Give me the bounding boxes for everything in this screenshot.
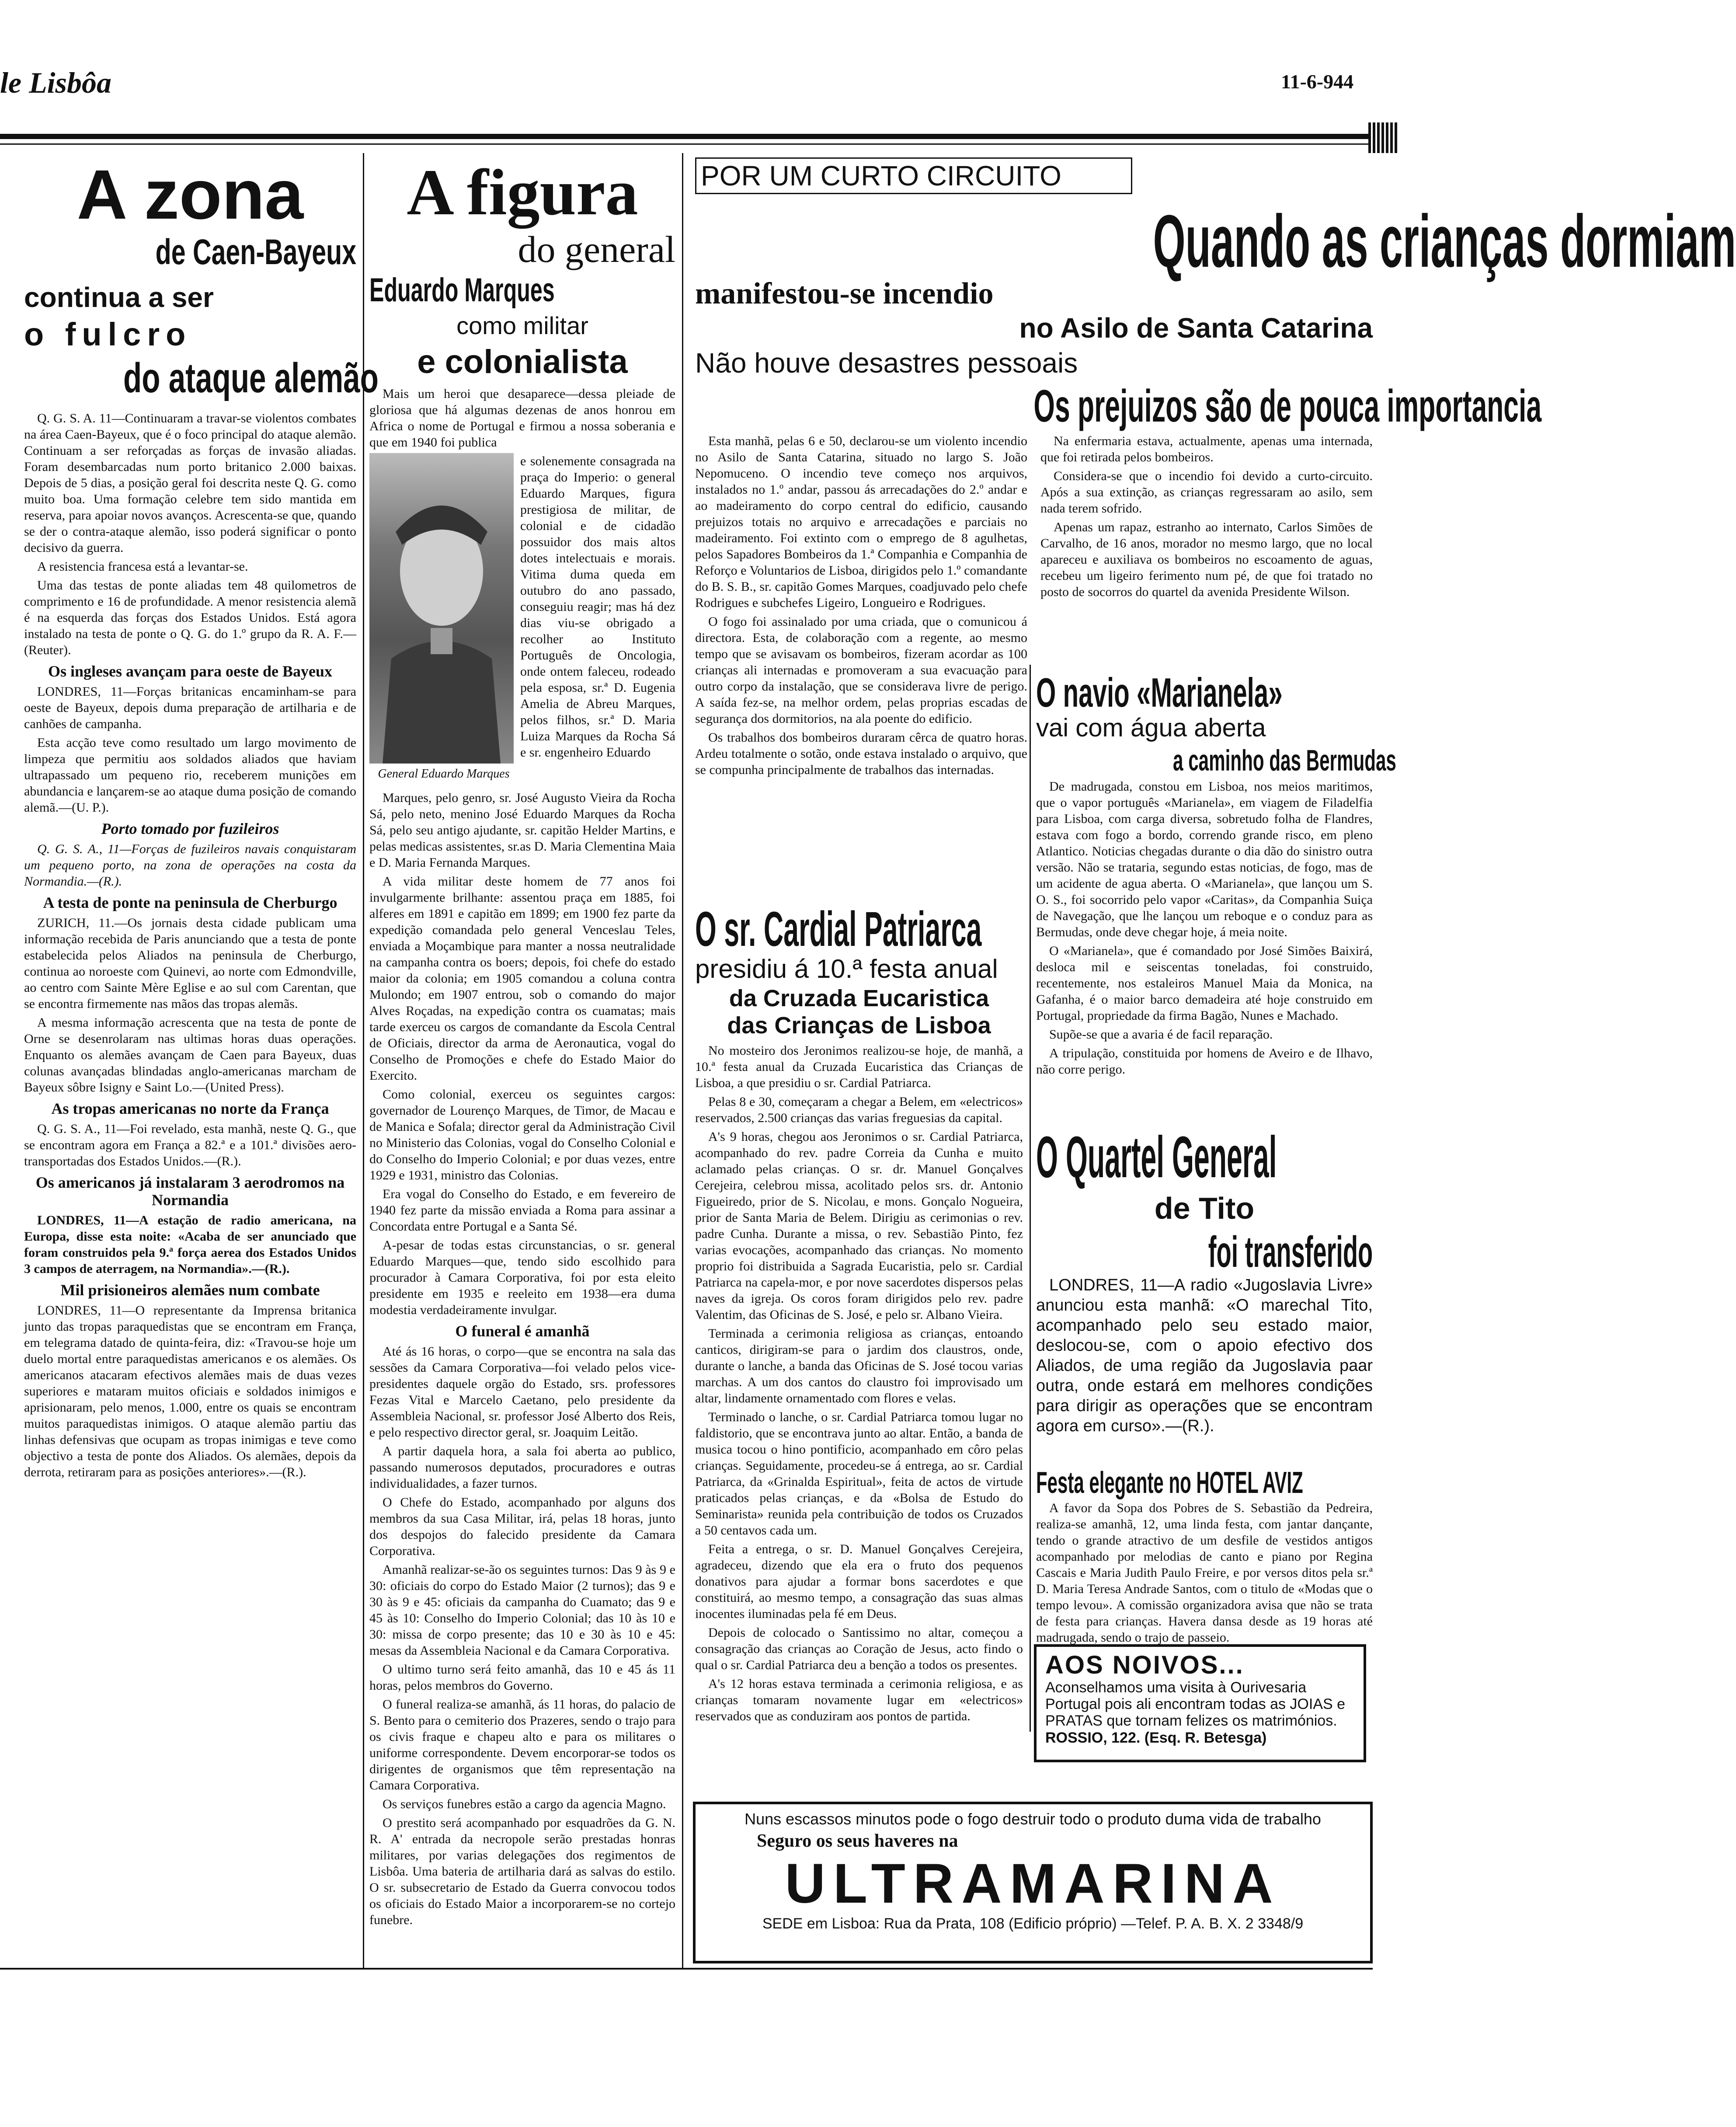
paragraph: LONDRES, 11—A radio «Jugoslavia Livre» anunciou esta manhã: «O marechal Tito, acompanhado pelo seu estado maior, deslocou-se, com o apoio efectivo dos Aliados, de uma região da Jugoslavia paar outra, onde estará em melhores condições para dirigir as operações que se encontram agora em curso».—(R.).: [1036, 1276, 1373, 1435]
ad-ultramarina-line1: Nuns escassos minutos pode o fogo destruir todo o produto duma vida de trabalho: [744, 1810, 1321, 1828]
paragraph: Q. G. S. A., 11—Forças de fuzileiros navais conquistaram um pequeno porto, na zona de operações na costa da Normandia.—(R.).: [24, 842, 356, 889]
portrait-block: [369, 453, 675, 790]
subhead: Porto tomado por fuzileiros: [101, 820, 279, 837]
headline-quartel: O Quartel General: [1036, 1125, 1277, 1190]
paragraph: Marques, pelo genro, sr. José Augusto Vieira da Rocha Sá, pelo neto, menino José Eduardo Marques da Rocha Sá, pelo seu antigo ajudante, sr. capitão Helder Martins, e pelas medicas assistentes, sr.as D. Maria Clementina Maia e D. Maria Fernanda Marques.: [369, 791, 675, 870]
headline-ataque: do ataque alemão: [123, 355, 379, 401]
col2-article: [369, 157, 675, 1931]
headline-continua: continua a ser: [24, 282, 214, 313]
headline-desastres: Não houve desastres pessoais: [695, 347, 1078, 379]
paragraph: O «Marianela», que é comandado por José Simões Baixirá, desloca mil e seiscentas toneladas, foi construido, recentemente, nos estaleiros Manuel Maia da Monica, na Gafanha, é o maior barco demadeira até hoje construido em Portugal, propriedade da firma Bagão, Nunes e Machado.: [1036, 944, 1373, 1023]
paragraph: Como colonial, exerceu os seguintes cargos: governador de Lourenço Marques, de Timor, de Macau e de Manica e Sofala; director geral da Administração Civil no Ministerio das Colonias, vogal do Conselho Colonial e do Conselho do Imperio Colonial; e por duas vezes, entre 1929 e 1931, ministro das Colonias.: [369, 1087, 675, 1182]
column-rule-2: [682, 153, 683, 1968]
masthead-rule-thin: [0, 143, 1368, 145]
cardial-body: [695, 1043, 1023, 1724]
ad-noivos-address: ROSSIO, 122. (Esq. R. Betesga): [1045, 1729, 1267, 1746]
festa-article: [1036, 1465, 1373, 1648]
paragraph: ZURICH, 11.—Os jornais desta cidade publicam uma informação recebida de Paris anunciando que a testa de ponte estabelecida pelos Aliados na peninsula de Cherburgo, continua ao noroeste com Quinevi, ao norte com Edmondville, ao centro com Sainte Mère Eglise e ao sul com Carentan, que se encontra firmemente nas mãos das tropas alemãs.: [24, 916, 356, 1011]
headline-agua-aberta: vai com água aberta: [1036, 714, 1266, 742]
tito-body: [1036, 1275, 1373, 1436]
col2-body: [369, 790, 675, 1928]
paragraph: Os trabalhos dos bombeiros duraram cêrca de quatro horas. Ardeu totalmente o sotão, onde estava instalado o arquivo, que se compunha principalmente de trabalhos das internadas.: [695, 730, 1027, 777]
paragraph: O ultimo turno será feito amanhã, das 10 e 45 ás 11 horas, pelos membros do Governo.: [369, 1662, 675, 1693]
headline-colonialista: e colonialista: [417, 343, 628, 380]
paragraph: Terminada a cerimonia religiosa as crianças, entoando canticos, dirigiram-se para o jardim dos claustros, onde, durante o lanche, a banda das Oficinas de S. José tocou varias marchas. A um dos cantos do claustro foi improvisado um altar, lindamente ornamentado com flores e velas.: [695, 1326, 1023, 1405]
bottom-rule: [0, 1968, 1373, 1970]
paragraph: Q. G. S. A. 11—Continuaram a travar-se violentos combates na área Caen-Bayeux, que é o foco principal do ataque alemão. Continuam a ser reforçadas as forças de invasão aliadas. Foram desembarcadas num porto britanico 2.000 baixas. Depois de 5 dias, a posição geral foi descrita neste Q. G. como muito boa. Uma formação celebre tem sido mantida em reserva, para apoiar novos avanços. Acrescenta-se que, quando se der o contra-ataque alemão, isso poderá significar o ponto decisivo da guerra.: [24, 411, 356, 555]
kicker: POR UM CURTO CIRCUITO: [695, 157, 1132, 194]
headline-a-figura: A figura: [407, 156, 638, 229]
portrait-caption: General Eduardo Marques: [378, 767, 510, 781]
portrait-photo: [369, 453, 514, 764]
paragraph: Apenas um rapaz, estranho ao internato, Carlos Simões de Carvalho, de 16 anos, morador no mesmo largo, que no local apareceu e auxiliava os bombeiros no escoamento de aguas, recebeu um ligeiro ferimento num pé, de que foi tratado no posto de socorros do quartel da avenida Presidente Wilson.: [1040, 520, 1373, 599]
paragraph: Supõe-se que a avaria é de facil reparação.: [1049, 1027, 1273, 1042]
festa-body: [1036, 1500, 1373, 1646]
headline-transferido: foi transferido: [1208, 1227, 1373, 1276]
ad-noivos: [1034, 1644, 1366, 1762]
headline-prejuizos: Os prejuizos são de pouca importancia: [1033, 381, 1542, 432]
paragraph: LONDRES, 11—O representante da Imprensa britanica junto das tropas paraquedistas que se encontram em França, em telegrama datado de quinta-feira, diz: «Travou-se hoje um duelo mortal entre paraquedistas americanos e os alemães. Os americanos atacaram efectivos alemães mais de duas vezes superiores e mataram muitos oficiais e soldados inimigos e aprisionaram, pelo menos, 1.000, entre os quais se encontram muitos paraquedistas inimigos. O ataque alemão partiu das linhas defensivas que ocupam as tropas inimigas e teve como objectivo a testa de ponte dos Aliados. Os alemães, depois da derrota, retiraram para as posições anteriores».—(R.).: [24, 1303, 356, 1479]
paragraph: A resistencia francesa está a levantar-se.: [37, 559, 248, 574]
paragraph: Até ás 16 horas, o corpo—que se encontra na sala das sessões da Camara Corporativa—foi velado pelos vice-presidentes daquele orgão do Estado, srs. professores Fezas Vital e Marcelo Caetano, pelo presidente da Assembleia Nacional, sr. professor José Alberto dos Reis, e pelo respectivo director geral, sr. Joaquim Leitão.: [369, 1344, 675, 1440]
subhead: A testa de ponte na peninsula de Cherburgo: [43, 894, 337, 911]
headline-eduardo-marques: Eduardo Marques: [369, 272, 555, 309]
paragraph: Terminado o lanche, o sr. Cardial Patriarca tomou lugar no faldistorio, que se encontrava junto ao altar. Então, a banda de musica tocou o hino pontificio, acompanhado em côro pelas crianças. Seguidamente, procedeu-se á entrega, ao sr. Cardial Patriarca, da «Grinalda Espiritual», feita de actos de virtude praticados pelas crianças, e da «Bolsa de Estudo do Seminarista» reunida pela contribuição de todos os Cruzados a 50 centavos cada um.: [695, 1410, 1023, 1538]
subhead: O funeral é amanhã: [455, 1322, 590, 1340]
navio-body: [1036, 778, 1373, 1077]
fire-body-left: [695, 433, 1027, 781]
paragraph: Esta acção teve como resultado um largo movimento de limpeza que permitiu aos soldados aliados que haviam ultrapassado um pequeno rio, receberem munições em abundancia e lançarem-se ao ataque duma posição de comando alemã.—(U. P.).: [24, 736, 356, 815]
headline-festa: Festa elegante no HOTEL AVIZ: [1036, 1465, 1303, 1499]
col2-intro: [369, 386, 675, 450]
paragraph: A's 9 horas, chegou aos Jeronimos o sr. Cardial Patriarca, acompanhado do rev. padre Correia da Cunha e muito aclamado pelas crianças. O sr. dr. Manuel Gonçalves Cerejeira, celebrou missa, acolitado pelos srs. dr. Antonio Figueiredo, prior de S. Nicolau, e mons. Gonçalo Nogueira, prior de Santa Maria de Belem. Dirigiu as cerimonias o rev. padre Cunha. Durante a missa, o rev. Sebastião Pinto, fez varias evocações, acompanhado das crianças. No momento proprio foi distribuida a Sagrada Eucaristia, pelo sr. Cardial Patriarca na capela-mor, e por nove sacerdotes dispersos pelas naves da igreja. Os coros foram dirigidos pelo rev. padre Valentim, das Oficinas de S. José, e pelo sr. Albano Vieira.: [695, 1130, 1023, 1322]
headline-de-tito: de Tito: [1154, 1191, 1255, 1225]
paragraph: A favor da Sopa dos Pobres de S. Sebastião da Pedreira, realiza-se amanhã, 12, uma linda festa, com jantar dançante, tendo o grande atractivo de um desfile de vestidos antigos acompanhado por melodias de canto e piano por Regina Cascais e Maria Judith Paulo Freire, e por versos ditos pela sr.ª D. Maria Teresa Andrade Santos, com o titulo de «Modas que o tempo levou». A comissão organizadora avisa que não se trata de festa para crianças. Havera dansa desde as 19 horas até madrugada, sendo o trajo de passeio.: [1036, 1501, 1373, 1645]
paragraph: O fogo foi assinalado por uma criada, que o comunicou á directora. Esta, de colaboração com a regente, ao mesmo tempo que se avisavam os bombeiros, fizeram acordar as 100 crianças ali internadas e promoveram a sua evacuação para outro corpo da instalação, que se considerava livre de perigo. A saída fez-se, na melhor ordem, pelas proprias escadas de segurança dos dormitorios, na ala poente do edificio.: [695, 614, 1027, 726]
paragraph: A partir daquela hora, a sala foi aberta ao publico, passando numerosos deputados, procuradores e outras individualidades, a fazer turnos.: [369, 1444, 675, 1491]
paragraph: LONDRES, 11—A estação de radio americana, na Europa, disse esta noite: «Acaba de ser anunciado que foram construidos pela 9.ª força aerea dos Estados Unidos 3 campos de aterragem, na Normandia».—(R.).: [24, 1213, 356, 1276]
ad-ultramarina-address: SEDE em Lisboa: Rua da Prata, 108 (Edificio próprio) —Telef. P. A. B. X. 2 3348/9: [762, 1915, 1304, 1932]
navio-article: [1036, 669, 1396, 1080]
fire-body-right: [1040, 433, 1373, 603]
subhead: Os ingleses avançam para oeste de Bayeux: [48, 663, 332, 680]
paragraph: Feita a entrega, o sr. D. Manuel Gonçalves Cerejeira, agradeceu, dizendo que ela era o fruto dos pequenos donativos para ajudar a formar bons sacerdotes e que constituirá, ao mesmo tempo, a consagração das suas almas inocentes iluminadas pela fé em Deus.: [695, 1542, 1023, 1621]
ad-noivos-text: Aconselhamos uma visita à Ourivesaria Portugal pois ali encontram todas as JOIAS e PRATAS que tornam felizes os matrimónios.: [1045, 1679, 1346, 1729]
paragraph: De madrugada, constou em Lisboa, nos meios maritimos, que o vapor português «Marianela», em viagem de Filadelfia para Lisboa, com carga diversa, sobretudo folha de Flandres, estava com fogo a bordo, correndo grande risco, em pleno Atlantico. Noticias chegadas durante o dia dão do sinistro outra versão. Não se trataria, segundo estas noticias, de fogo, mas de um acidente de agua aberta. O «Marianela», que lançou um S. O. S., foi socorrido pelo vapor «Caritas», da Companhia Suiça de Navegação, que lhe lançou um reboque e o conduz para as Bermudas, onde deve chegar hoje, á meia noite.: [1036, 779, 1373, 939]
headline-incendio: manifestou-se incendio: [695, 277, 994, 310]
paragraph: LONDRES, 11—Forças britanicas encaminham-se para oeste de Bayeux, depois duma preparação de artilharia e de canhões de campanha.: [24, 684, 356, 731]
paragraph: Esta manhã, pelas 6 e 50, declarou-se um violento incendio no Asilo de Santa Catarina, situado no largo S. João Nepomuceno. O incendio teve começo nos arquivos, instalados no 1.º andar, passou ás arrecadações do 2.º andar e ao madeiramento do corpo central do edificio, causando prejuizos totais no arquivo e arrecadações e parciais no madeiramento. Foi extinto com o emprego de 8 agulhetas, pelos Sapadores Bombeiros da 1.ª Companhia e Companhia de Reforço e Voluntarios de Lisboa, dirigidos pelo 1.º comandante do B. S. B., sr. capitão Gomes Marques, coadjuvado pelo chefe Rodrigues e subchefes Ligeiro, Longueiro e Rodrigues.: [695, 434, 1027, 610]
column-rule-1: [363, 153, 364, 1968]
paragraph: Q. G. S. A., 11—Foi revelado, esta manhã, neste Q. G., que se encontram agora em França a 82.ª e a 101.ª divisões aero-transportadas dos Estados Unidos.—(R.).: [24, 1122, 356, 1168]
paragraph: Considera-se que o incendio foi devido a curto-circuito. Após a sua extinção, as crianças regressaram ao asilo, sem nada terem sofrido.: [1040, 469, 1373, 516]
headline-fulcro: o fulcro: [24, 316, 192, 352]
subhead: Os americanos já instalaram 3 aerodromos na Normandia: [35, 1174, 345, 1209]
paragraph: Uma das testas de ponte aliadas tem 48 quilometros de comprimento e 16 de profundidade. A menor resistencia alemã é na esquerda das forças dos Estados Unidos. Está agora instalado na testa de ponte o Q. G. do 1.º grupo da R. A. F.—(Reuter).: [24, 578, 356, 657]
paragraph: A's 12 horas estava terminada a cerimonia religiosa, e as crianças tomaram novamente lugar em «electricos» reservados que as conduziram aos pontos de partida.: [695, 1677, 1023, 1723]
ad-ultramarina: [693, 1802, 1373, 1963]
paragraph: Mais um heroi que desaparece—dessa pleiade de gloriosa que há algumas dezenas de anos honrou em Africa o nome de Portugal e firmou a nossa soberania e que em 1940 foi publica: [369, 387, 675, 450]
headline-bermudas: a caminho das Bermudas: [1173, 744, 1396, 777]
headline-cruzada: da Cruzada Eucaristica: [729, 985, 989, 1011]
paragraph: A mesma informação acrescenta que na testa de ponte de Orne se desenrolaram nas ultimas horas duas operações. Enquanto os alemães avançam de Caen para Bayeux, duas colunas avançadas blindadas anglo-americanas marcham de Bayeux sôbre Isigny e Saint Lo.—(United Press).: [24, 1015, 356, 1095]
headline-como-militar: como militar: [456, 312, 588, 339]
ad-noivos-title: AOS NOIVOS...: [1045, 1651, 1244, 1679]
paragraph: Pelas 8 e 30, começaram a chegar a Belem, em «electricos» reservados, 2.500 crianças das varias freguesias da capital.: [695, 1095, 1023, 1125]
paragraph: Os serviços funebres estão a cargo da agencia Magno.: [383, 1797, 666, 1811]
paragraph: Na enfermaria estava, actualmente, apenas uma internada, que foi retirada pelos bombeiros.: [1040, 434, 1373, 464]
ad-ultramarina-brand: ULTRAMARINA: [785, 1852, 1281, 1915]
headline-navio: O navio «Marianela»: [1036, 669, 1283, 715]
headline-festa-anual: presidiu á 10.ª festa anual: [695, 954, 998, 983]
paragraph: Era vogal do Conselho do Estado, e em fevereiro de 1940 fez parte da missão enviada a Roma para assinar a Concordata entre Portugal e a Santa Sé.: [369, 1187, 675, 1234]
subhead: Mil prisioneiros alemães num combate: [60, 1281, 320, 1299]
paragraph: A vida militar deste homem de 77 anos foi invulgarmente brilhante: assentou praça em 1885, foi alferes em 1891 e capitão em 1899; em 1900 fez parte da expedição comandada pelo general Venceslau Teles, enviada a Moçambique para manter a nossa neutralidade na campanha contra os boers; depois, foi chefe do estado maior da colonia; em 1905 comandou a coluna contra Mulondo; em 1907 entrou, sob o comando do major Alves Roçadas, na expedição contra os cuamatas; mais tarde exerceu os cargos de comandante da Escola Central de Oficiais, director da arma de Aeronautica, vogal do Conselho de Promoções e chefe do Estado Maior do Exercito.: [369, 874, 675, 1083]
paragraph: A-pesar de todas estas circunstancias, o sr. general Eduardo Marques—que, tendo sido escolhido para procurador à Camara Corporativa, foi por esta eleito presidente em 1935 e reeleito em 1938—era duma modestia verdadeiramente invulgar.: [369, 1238, 675, 1317]
paragraph: O prestito será acompanhado por esquadrões da G. N. R. A' entrada da necropole serão prestadas honras militares, por varias delegações dos regimentos de Lisbôa. Uma bateria de artilharia dará as salvas do estilo. O sr. subsecretario de Estado da Guerra convocou todos os oficiais do Estado Maior a incorporarem-se no cortejo funebre.: [369, 1816, 675, 1927]
portrait-icon: [369, 453, 514, 764]
headline-a-zona: A zona: [77, 155, 304, 234]
headline-do-general: do general: [518, 228, 675, 270]
subhead: As tropas americanas no norte da França: [51, 1100, 329, 1117]
paragraph: Depois de colocado o Santissimo no altar, começou a consagração das crianças ao Coração de Jesus, acto findo o qual o sr. Cardial Patriarca deu a benção a todos os presentes.: [695, 1625, 1023, 1672]
tito-article: [1036, 1124, 1373, 1436]
masthead-rule: [0, 134, 1368, 139]
paragraph: A tripulação, constituida por homens de Aveiro e de Ilhavo, não corre perigo.: [1036, 1046, 1373, 1077]
headline-caen-bayeux: de Caen-Bayeux: [155, 232, 356, 272]
paragraph: O Chefe do Estado, acompanhado por alguns dos membros da sua Casa Militar, irá, pelas 18 horas, junto dos despojos do falecido presidente da Camara Corporativa.: [369, 1495, 675, 1558]
masthead-name: le Lisbôa: [0, 66, 111, 99]
headline-asilo: no Asilo de Santa Catarina: [1019, 312, 1373, 344]
paragraph: e solenemente consagrada na praça do Imperio: o general Eduardo Marques, figura prestigiosa de militar, de colonial e de cidadão possuidor dos mais altos dotes intelectuais e morais. Vitima duma queda em outubro do ano passado, conseguiu reagir; mas há dez dias viu-se obrigado a recolher ao Instituto Português de Oncologia, onde ontem faleceu, rodeado pela esposa, sr.ª D. Eugenia Amelia de Abreu Marques, pelos filhos, sr.ª D. Maria Luiza Marques da Rocha Sá e sr. engenheiro Eduardo: [520, 454, 675, 760]
paragraph: Amanhã realizar-se-ão os seguintes turnos: Das 9 às 9 e 30: oficiais do corpo do Estado Maior (2 turnos); das 9 e 30 às 9 e 45: oficiais da campanha do Cuamato; das 9 e 45 às 10: Conselho do Imperio Colonial; das 10 às 10 e 30: missa de corpo presente; das 10 e 30 às 10 e 45: mesas da Assembleia Nacional e da Camara Corporativa.: [369, 1562, 675, 1658]
portrait-side-text: [520, 453, 675, 763]
paragraph: O funeral realiza-se amanhã, ás 11 horas, do palacio de S. Bento para o cemiterio dos Prazeres, sendo o trajo para os civis fraque e chapeu alto e para os militares o uniforme correspondente. Devem encorporar-se todos os dirigentes de organismos que têm representação na Camara Corporativa.: [369, 1697, 675, 1792]
headline-cardial: O sr. Cardial Patriarca: [695, 902, 982, 956]
paragraph: No mosteiro dos Jeronimos realizou-se hoje, de manhã, a 10.ª festa anual da Cruzada Eucaristica das Crianças de Lisboa, a que presidiu o sr. Cardial Patriarca.: [695, 1043, 1023, 1090]
col1-body: [24, 410, 356, 1480]
headline-criancas-lisboa: das Crianças de Lisboa: [727, 1012, 991, 1039]
headline-criancas: Quando as crianças dormiam: [1153, 200, 1736, 283]
ad-ultramarina-line2: Seguro os seus haveres na: [757, 1831, 958, 1851]
cardial-article: [695, 901, 1023, 1727]
col1-article: [24, 155, 379, 1483]
masthead-date: 11-6-944: [1281, 70, 1354, 93]
rule-ornament: [1368, 122, 1399, 153]
